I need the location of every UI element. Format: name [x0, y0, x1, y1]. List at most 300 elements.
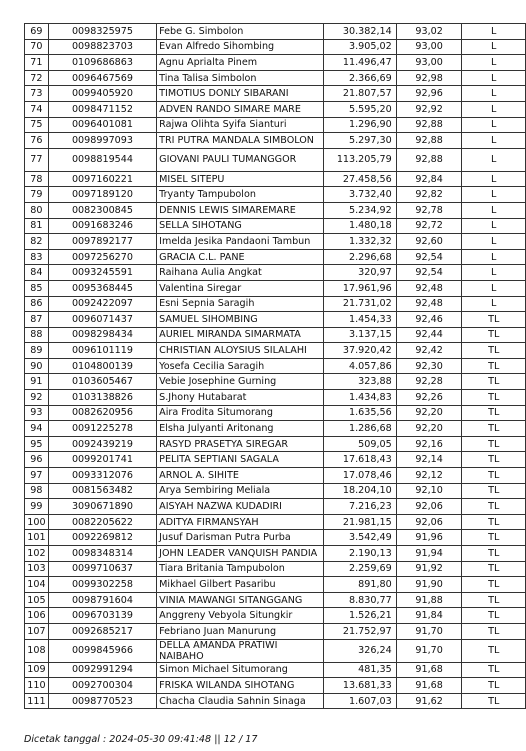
percentile-cell: 91,70 [396, 639, 462, 662]
row-number-cell: 73 [25, 86, 49, 102]
student-id-cell: 0082300845 [48, 202, 156, 218]
category-cell: L [462, 218, 526, 234]
student-name-cell: ADVEN RANDO SIMARE MARE [157, 101, 324, 117]
student-id-cell: 0096401081 [48, 117, 156, 133]
category-cell: L [462, 24, 526, 40]
percentile-cell: 92,96 [396, 86, 462, 102]
table-row [25, 280, 526, 296]
table-row [25, 421, 526, 437]
student-id-cell: 0096467569 [48, 70, 156, 86]
table-row [25, 148, 526, 171]
category-cell: L [462, 265, 526, 281]
table-row [25, 693, 526, 709]
row-number-cell: 75 [25, 117, 49, 133]
row-number-cell: 111 [25, 693, 49, 709]
table-row [25, 312, 526, 328]
student-name-cell: Valentina Siregar [157, 280, 324, 296]
percentile-cell: 92,54 [396, 249, 462, 265]
percentile-cell: 91,84 [396, 608, 462, 624]
percentile-cell: 92,10 [396, 483, 462, 499]
student-name-cell: VINIA MAWANGI SITANGGANG [157, 592, 324, 608]
student-id-cell: 0098298434 [48, 327, 156, 343]
row-number-cell: 84 [25, 265, 49, 281]
percentile-cell: 92,06 [396, 499, 462, 515]
percentile-cell: 92,20 [396, 421, 462, 437]
table-row [25, 39, 526, 55]
score-cell: 1.635,56 [323, 405, 396, 421]
category-cell: L [462, 280, 526, 296]
score-cell: 891,80 [323, 577, 396, 593]
score-cell: 7.216,23 [323, 499, 396, 515]
table-row [25, 358, 526, 374]
row-number-cell: 77 [25, 148, 49, 171]
category-cell: TL [462, 390, 526, 406]
table-row [25, 483, 526, 499]
percentile-cell: 91,88 [396, 592, 462, 608]
row-number-cell: 94 [25, 421, 49, 437]
table-row [25, 234, 526, 250]
student-name-cell: AISYAH NAZWA KUDADIRI [157, 499, 324, 515]
score-cell: 320,97 [323, 265, 396, 281]
student-id-cell: 0099710637 [48, 561, 156, 577]
score-cell: 30.382,14 [323, 24, 396, 40]
row-number-cell: 91 [25, 374, 49, 390]
table-row [25, 639, 526, 662]
student-name-cell: Arya Sembiring Meliala [157, 483, 324, 499]
score-cell: 5.297,30 [323, 133, 396, 149]
score-cell: 2.366,69 [323, 70, 396, 86]
print-footer: Dicetak tanggal : 2024-05-30 09:41:48 || 12 / 17 [24, 734, 258, 745]
row-number-cell: 104 [25, 577, 49, 593]
percentile-cell: 92,78 [396, 202, 462, 218]
score-cell: 8.830,77 [323, 592, 396, 608]
student-id-cell: 0104800139 [48, 358, 156, 374]
table-row [25, 218, 526, 234]
student-id-cell: 0109686863 [48, 55, 156, 71]
percentile-cell: 92,26 [396, 390, 462, 406]
score-cell: 21.981,15 [323, 514, 396, 530]
percentile-cell: 92,14 [396, 452, 462, 468]
student-id-cell: 0093312076 [48, 468, 156, 484]
category-cell: TL [462, 436, 526, 452]
row-number-cell: 95 [25, 436, 49, 452]
student-id-cell: 0081563482 [48, 483, 156, 499]
table-row [25, 24, 526, 40]
score-cell: 11.496,47 [323, 55, 396, 71]
student-id-cell: 0082620956 [48, 405, 156, 421]
row-number-cell: 93 [25, 405, 49, 421]
score-cell: 3.905,02 [323, 39, 396, 55]
student-name-cell: Yosefa Cecilia Saragih [157, 358, 324, 374]
category-cell: TL [462, 546, 526, 562]
table-row [25, 70, 526, 86]
ranking-table-body [25, 24, 526, 709]
percentile-cell: 91,92 [396, 561, 462, 577]
table-row [25, 101, 526, 117]
table-row [25, 592, 526, 608]
category-cell: TL [462, 592, 526, 608]
percentile-cell: 93,00 [396, 55, 462, 71]
row-number-cell: 103 [25, 561, 49, 577]
percentile-cell: 91,70 [396, 623, 462, 639]
percentile-cell: 92,30 [396, 358, 462, 374]
student-id-cell: 0097892177 [48, 234, 156, 250]
category-cell: TL [462, 662, 526, 678]
row-number-cell: 86 [25, 296, 49, 312]
row-number-cell: 96 [25, 452, 49, 468]
table-row [25, 86, 526, 102]
category-cell: TL [462, 327, 526, 343]
student-id-cell: 0099201741 [48, 452, 156, 468]
percentile-cell: 91,68 [396, 662, 462, 678]
row-number-cell: 79 [25, 187, 49, 203]
category-cell: L [462, 296, 526, 312]
category-cell: TL [462, 530, 526, 546]
row-number-cell: 85 [25, 280, 49, 296]
row-number-cell: 78 [25, 171, 49, 187]
score-cell: 113.205,79 [323, 148, 396, 171]
score-cell: 18.204,10 [323, 483, 396, 499]
category-cell: L [462, 55, 526, 71]
student-name-cell: SAMUEL SIHOMBING [157, 312, 324, 328]
score-cell: 3.137,15 [323, 327, 396, 343]
score-cell: 1.296,90 [323, 117, 396, 133]
student-name-cell: ARNOL A. SIHITE [157, 468, 324, 484]
row-number-cell: 81 [25, 218, 49, 234]
table-row [25, 265, 526, 281]
percentile-cell: 92,28 [396, 374, 462, 390]
category-cell: TL [462, 452, 526, 468]
student-name-cell: Mikhael Gilbert Pasaribu [157, 577, 324, 593]
row-number-cell: 108 [25, 639, 49, 662]
category-cell: TL [462, 693, 526, 709]
student-name-cell: Chacha Claudia Sahnin Sinaga [157, 693, 324, 709]
table-row [25, 343, 526, 359]
student-id-cell: 0092700304 [48, 678, 156, 694]
category-cell: TL [462, 623, 526, 639]
student-id-cell: 0092269812 [48, 530, 156, 546]
category-cell: TL [462, 483, 526, 499]
percentile-cell: 91,62 [396, 693, 462, 709]
table-row [25, 530, 526, 546]
category-cell: TL [462, 421, 526, 437]
student-id-cell: 0103138826 [48, 390, 156, 406]
table-row [25, 678, 526, 694]
student-id-cell: 0095368445 [48, 280, 156, 296]
percentile-cell: 91,68 [396, 678, 462, 694]
student-id-cell: 0098791604 [48, 592, 156, 608]
row-number-cell: 105 [25, 592, 49, 608]
percentile-cell: 93,00 [396, 39, 462, 55]
score-cell: 1.607,03 [323, 693, 396, 709]
category-cell: TL [462, 514, 526, 530]
table-row [25, 608, 526, 624]
student-name-cell: S.Jhony Hutabarat [157, 390, 324, 406]
category-cell: L [462, 86, 526, 102]
category-cell: L [462, 187, 526, 203]
percentile-cell: 93,02 [396, 24, 462, 40]
row-number-cell: 89 [25, 343, 49, 359]
score-cell: 2.259,69 [323, 561, 396, 577]
percentile-cell: 91,90 [396, 577, 462, 593]
category-cell: TL [462, 608, 526, 624]
score-cell: 1.480,18 [323, 218, 396, 234]
score-cell: 323,88 [323, 374, 396, 390]
score-cell: 509,05 [323, 436, 396, 452]
student-id-cell: 0092685217 [48, 623, 156, 639]
student-id-cell: 0098325975 [48, 24, 156, 40]
student-name-cell: GIOVANI PAULI TUMANGGOR [157, 148, 324, 171]
score-cell: 481,35 [323, 662, 396, 678]
student-name-cell: Jusuf Darisman Putra Purba [157, 530, 324, 546]
percentile-cell: 92,16 [396, 436, 462, 452]
category-cell: TL [462, 561, 526, 577]
student-name-cell: Anggreny Vebyola Situngkir [157, 608, 324, 624]
category-cell: L [462, 171, 526, 187]
score-cell: 3.542,49 [323, 530, 396, 546]
student-name-cell: TRI PUTRA MANDALA SIMBOLON [157, 133, 324, 149]
ranking-table [24, 23, 526, 709]
percentile-cell: 92,88 [396, 133, 462, 149]
row-number-cell: 98 [25, 483, 49, 499]
percentile-cell: 92,12 [396, 468, 462, 484]
student-name-cell: Tiara Britania Tampubolon [157, 561, 324, 577]
row-number-cell: 97 [25, 468, 49, 484]
student-id-cell: 0098823703 [48, 39, 156, 55]
score-cell: 1.454,33 [323, 312, 396, 328]
percentile-cell: 92,88 [396, 117, 462, 133]
row-number-cell: 83 [25, 249, 49, 265]
score-cell: 27.458,56 [323, 171, 396, 187]
table-row [25, 436, 526, 452]
student-id-cell: 0097160221 [48, 171, 156, 187]
student-id-cell: 0096071437 [48, 312, 156, 328]
table-row [25, 133, 526, 149]
score-cell: 5.234,92 [323, 202, 396, 218]
category-cell: L [462, 70, 526, 86]
student-name-cell: AURIEL MIRANDA SIMARMATA [157, 327, 324, 343]
student-id-cell: 0082205622 [48, 514, 156, 530]
percentile-cell: 92,44 [396, 327, 462, 343]
row-number-cell: 100 [25, 514, 49, 530]
student-id-cell: 0091225278 [48, 421, 156, 437]
category-cell: L [462, 39, 526, 55]
table-row [25, 452, 526, 468]
row-number-cell: 99 [25, 499, 49, 515]
student-id-cell: 0098819544 [48, 148, 156, 171]
category-cell: TL [462, 374, 526, 390]
student-name-cell: SELLA SIHOTANG [157, 218, 324, 234]
score-cell: 21.807,57 [323, 86, 396, 102]
table-row [25, 55, 526, 71]
category-cell: TL [462, 499, 526, 515]
row-number-cell: 90 [25, 358, 49, 374]
score-cell: 2.190,13 [323, 546, 396, 562]
student-id-cell: 0091683246 [48, 218, 156, 234]
table-row [25, 327, 526, 343]
row-number-cell: 92 [25, 390, 49, 406]
category-cell: L [462, 249, 526, 265]
student-id-cell: 0098997093 [48, 133, 156, 149]
category-cell: L [462, 148, 526, 171]
student-name-cell: RASYD PRASETYA SIREGAR [157, 436, 324, 452]
row-number-cell: 88 [25, 327, 49, 343]
student-id-cell: 0103605467 [48, 374, 156, 390]
category-cell: TL [462, 639, 526, 662]
row-number-cell: 102 [25, 546, 49, 562]
student-id-cell: 0098348314 [48, 546, 156, 562]
score-cell: 37.920,42 [323, 343, 396, 359]
score-cell: 13.681,33 [323, 678, 396, 694]
table-row [25, 171, 526, 187]
student-id-cell: 0092991294 [48, 662, 156, 678]
table-row [25, 468, 526, 484]
category-cell: TL [462, 468, 526, 484]
percentile-cell: 92,84 [396, 171, 462, 187]
student-name-cell: Aira Frodita Situmorang [157, 405, 324, 421]
category-cell: L [462, 133, 526, 149]
percentile-cell: 92,06 [396, 514, 462, 530]
score-cell: 17.078,46 [323, 468, 396, 484]
student-name-cell: ADITYA FIRMANSYAH [157, 514, 324, 530]
table-row [25, 187, 526, 203]
student-id-cell: 0099302258 [48, 577, 156, 593]
percentile-cell: 92,88 [396, 148, 462, 171]
score-cell: 2.296,68 [323, 249, 396, 265]
student-name-cell: CHRISTIAN ALOYSIUS SILALAHI [157, 343, 324, 359]
category-cell: L [462, 202, 526, 218]
table-row [25, 390, 526, 406]
row-number-cell: 71 [25, 55, 49, 71]
score-cell: 1.286,68 [323, 421, 396, 437]
student-id-cell: 0099845966 [48, 639, 156, 662]
category-cell: TL [462, 678, 526, 694]
score-cell: 17.961,96 [323, 280, 396, 296]
student-id-cell: 0097189120 [48, 187, 156, 203]
table-row [25, 662, 526, 678]
table-row [25, 117, 526, 133]
table-row [25, 374, 526, 390]
percentile-cell: 92,46 [396, 312, 462, 328]
table-row [25, 577, 526, 593]
percentile-cell: 92,72 [396, 218, 462, 234]
table-row [25, 623, 526, 639]
row-number-cell: 106 [25, 608, 49, 624]
row-number-cell: 101 [25, 530, 49, 546]
row-number-cell: 82 [25, 234, 49, 250]
student-name-cell: Elsha Julyanti Aritonang [157, 421, 324, 437]
category-cell: TL [462, 312, 526, 328]
row-number-cell: 107 [25, 623, 49, 639]
percentile-cell: 92,48 [396, 296, 462, 312]
student-name-cell: Tryanty Tampubolon [157, 187, 324, 203]
student-id-cell: 0099405920 [48, 86, 156, 102]
percentile-cell: 92,82 [396, 187, 462, 203]
score-cell: 3.732,40 [323, 187, 396, 203]
percentile-cell: 92,20 [396, 405, 462, 421]
row-number-cell: 76 [25, 133, 49, 149]
percentile-cell: 92,92 [396, 101, 462, 117]
table-row [25, 561, 526, 577]
student-name-cell: DELLA AMANDA PRATIWI NAIBAHO [157, 639, 324, 662]
student-id-cell: 0098770523 [48, 693, 156, 709]
student-name-cell: PELITA SEPTIANI SAGALA [157, 452, 324, 468]
category-cell: TL [462, 343, 526, 359]
table-row [25, 202, 526, 218]
category-cell: L [462, 117, 526, 133]
score-cell: 21.752,97 [323, 623, 396, 639]
student-id-cell: 0098471152 [48, 101, 156, 117]
row-number-cell: 70 [25, 39, 49, 55]
percentile-cell: 92,42 [396, 343, 462, 359]
student-id-cell: 0096101119 [48, 343, 156, 359]
student-id-cell: 0092439219 [48, 436, 156, 452]
student-name-cell: Rajwa Olihta Syifa Sianturi [157, 117, 324, 133]
student-id-cell: 3090671890 [48, 499, 156, 515]
row-number-cell: 110 [25, 678, 49, 694]
student-name-cell: Vebie Josephine Gurning [157, 374, 324, 390]
score-cell: 5.595,20 [323, 101, 396, 117]
student-name-cell: JOHN LEADER VANQUISH PANDIA [157, 546, 324, 562]
score-cell: 17.618,43 [323, 452, 396, 468]
percentile-cell: 91,94 [396, 546, 462, 562]
student-name-cell: Raihana Aulia Angkat [157, 265, 324, 281]
table-row [25, 405, 526, 421]
student-name-cell: Simon Michael Situmorang [157, 662, 324, 678]
percentile-cell: 92,98 [396, 70, 462, 86]
student-name-cell: Febriano Juan Manurung [157, 623, 324, 639]
table-row [25, 296, 526, 312]
table-row [25, 514, 526, 530]
table-row [25, 499, 526, 515]
row-number-cell: 69 [25, 24, 49, 40]
table-row [25, 546, 526, 562]
percentile-cell: 91,96 [396, 530, 462, 546]
category-cell: TL [462, 358, 526, 374]
student-id-cell: 0096703139 [48, 608, 156, 624]
student-name-cell: Imelda Jesika Pandaoni Tambun [157, 234, 324, 250]
score-cell: 21.731,02 [323, 296, 396, 312]
percentile-cell: 92,54 [396, 265, 462, 281]
student-name-cell: FRISKA WILANDA SIHOTANG [157, 678, 324, 694]
row-number-cell: 72 [25, 70, 49, 86]
student-name-cell: Febe G. Simbolon [157, 24, 324, 40]
student-name-cell: DENNIS LEWIS SIMAREMARE [157, 202, 324, 218]
score-cell: 1.526,21 [323, 608, 396, 624]
percentile-cell: 92,60 [396, 234, 462, 250]
score-cell: 1.434,83 [323, 390, 396, 406]
student-id-cell: 0097256270 [48, 249, 156, 265]
student-name-cell: MISEL SITEPU [157, 171, 324, 187]
student-name-cell: Agnu Aprialta Pinem [157, 55, 324, 71]
category-cell: L [462, 234, 526, 250]
category-cell: TL [462, 405, 526, 421]
score-cell: 326,24 [323, 639, 396, 662]
student-id-cell: 0093245591 [48, 265, 156, 281]
student-id-cell: 0092422097 [48, 296, 156, 312]
student-name-cell: TIMOTIUS DONLY SIBARANI [157, 86, 324, 102]
student-name-cell: Tina Talisa Simbolon [157, 70, 324, 86]
row-number-cell: 109 [25, 662, 49, 678]
category-cell: TL [462, 577, 526, 593]
student-name-cell: Esni Sepnia Saragih [157, 296, 324, 312]
score-cell: 4.057,86 [323, 358, 396, 374]
row-number-cell: 87 [25, 312, 49, 328]
row-number-cell: 80 [25, 202, 49, 218]
student-name-cell: Evan Alfredo Sihombing [157, 39, 324, 55]
percentile-cell: 92,48 [396, 280, 462, 296]
row-number-cell: 74 [25, 101, 49, 117]
